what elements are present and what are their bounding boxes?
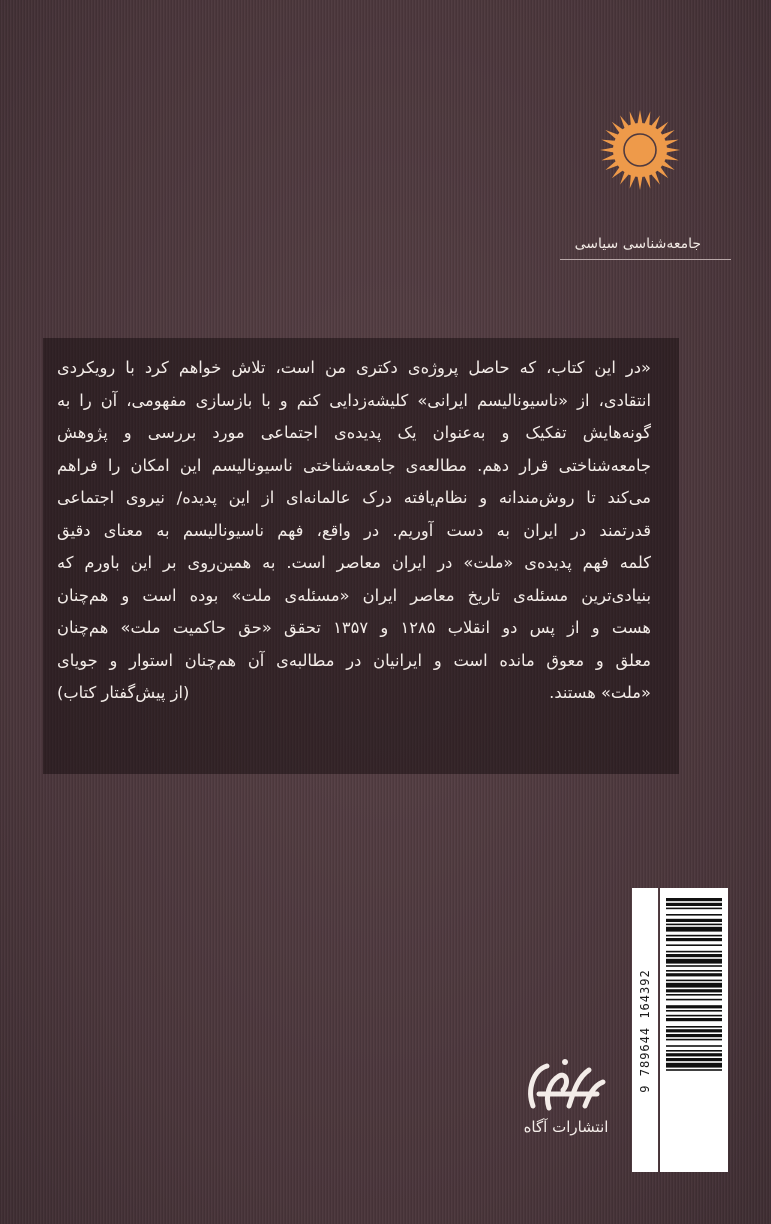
quote-box: [43, 338, 679, 774]
quote-line: انتقادی، از «ناسیونالیسم ایرانی» کلیشه‌زدایی کنم و با بازسازی مفهومی، آن را به: [57, 390, 651, 410]
quote-line: بنیادی‌ترین مسئله‌ی تاریخ معاصر ایران «مسئله‌ی ملت» بوده است و هم‌چنان: [57, 585, 651, 605]
quote-line: می‌کند تا روش‌مندانه و نظام‌یافته درک عالمانه‌ای از این پدیده/ نیروی اجتماعی: [57, 488, 651, 507]
series-label: جامعه‌شناسی سیاسی: [574, 236, 701, 252]
series-divider: [560, 259, 731, 260]
quote-line: جامعه‌شناختی قرار دهم. مطالعه‌ی جامعه‌شناختی ناسیونالیسم این امکان را فراهم: [57, 455, 651, 475]
isbn-barcode: [660, 888, 728, 1172]
quote-line: هست و از پس دو انقلاب ۱۲۸۵ و ۱۳۵۷ تحقق «حق حاکمیت ملت» هم‌چنان: [57, 618, 651, 637]
barcode-number: 9 789644 164392: [638, 969, 652, 1093]
agah-publisher-logo-icon: [519, 1056, 613, 1116]
quote-line: گونه‌هایش تفکیک و به‌عنوان یک پدیده‌ی اجتماعی مورد بررسی و پژوهش: [57, 423, 651, 442]
sun-logo-icon: [598, 108, 682, 192]
quote-line: کلمه فهم پدیده‌ی «ملت» در ایران معاصر است. به همین‌روی بر این باورم که: [57, 553, 651, 572]
quote-line: «در این کتاب، که حاصل پروژه‌ی دکتری من است، تلاش خواهم کرد با رویکردی: [57, 358, 651, 377]
quote-text: [57, 352, 651, 710]
quote-line: «ملت» هستند.: [549, 683, 651, 702]
quote-line: قدرتمند در ایران به دست آوریم. در واقع، فهم ناسیونالیسم به معنای دقیق: [57, 520, 651, 540]
quote-source: (از پیش‌گفتار کتاب): [57, 683, 190, 702]
publisher-name: انتشارات آگاه: [523, 1118, 609, 1136]
quote-line: معلق و معوق مانده است و ایرانیان در مطالبه‌ی آن هم‌چنان استوار و جویای: [57, 650, 651, 670]
